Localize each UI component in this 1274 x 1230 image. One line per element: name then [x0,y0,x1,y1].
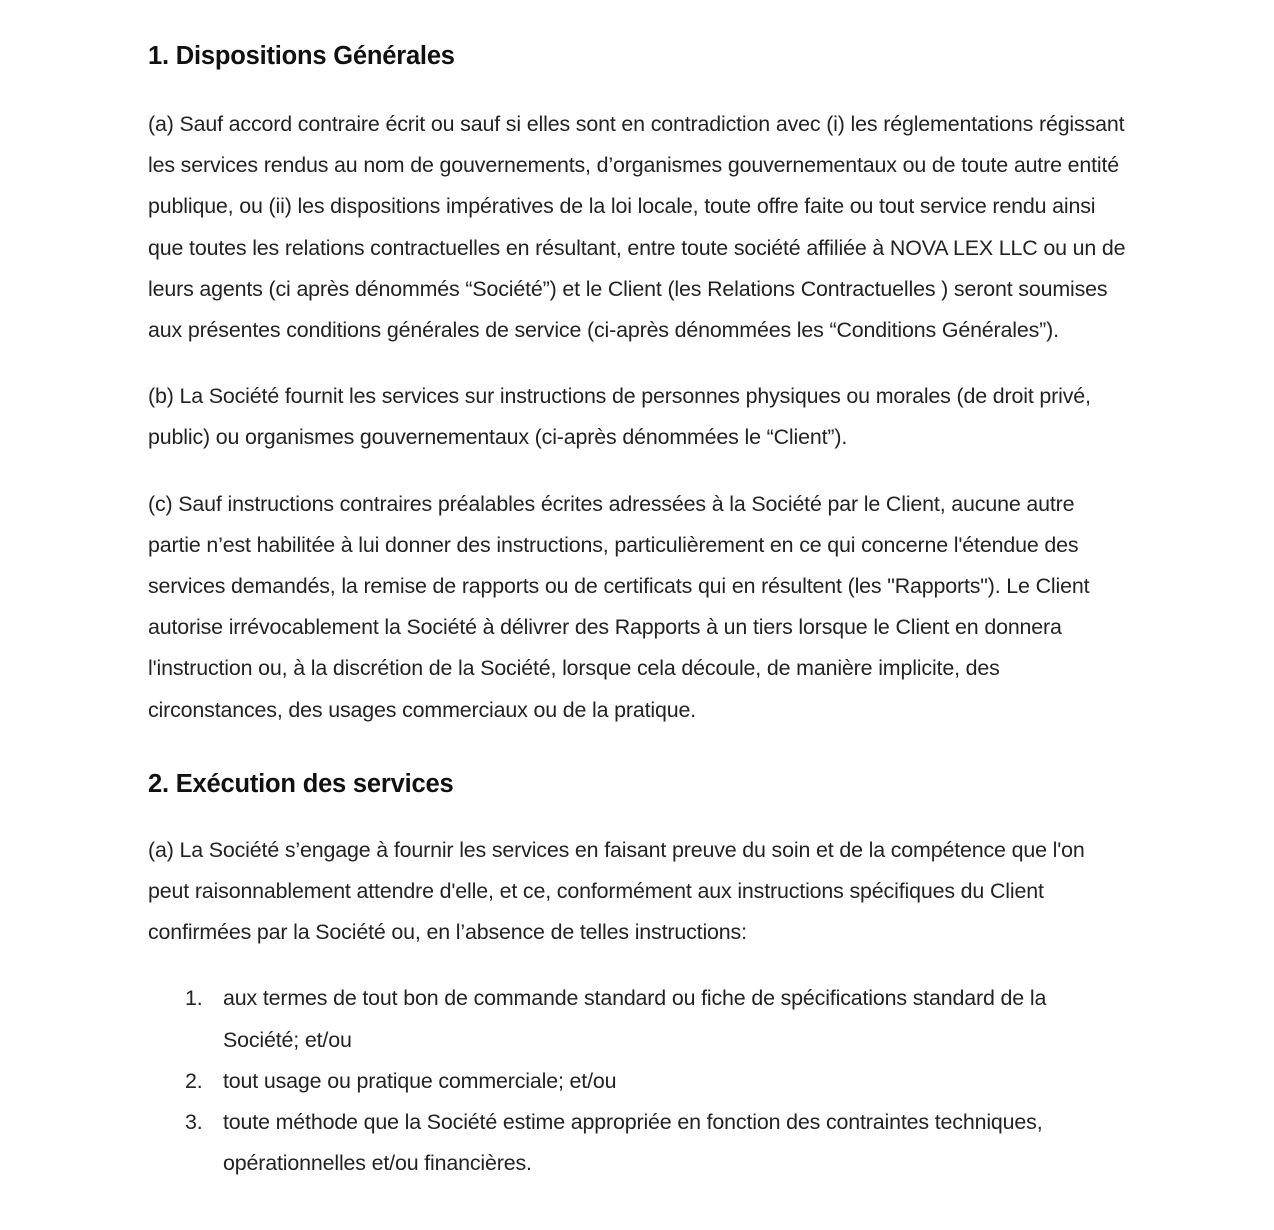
section-1-paragraph-b: (b) La Société fournit les services sur instructions de personnes physiques ou morales (de droit privé, public) ou organismes gouvernementaux (ci-après dénommées le “Client”). [148,384,1091,450]
section-2-heading: 2. Exécution des services [148,769,454,798]
list-item-number: 2. [185,1068,203,1093]
section-1-paragraph-a: (a) Sauf accord contraire écrit ou sauf si elles sont en contradiction avec (i) les réglementations régissant les services rendus au nom de gouvernements, d’organismes gouvernementaux ou de toute autre entité publique, ou (ii) les dispositions impératives de la loi locale, toute offre faite ou tout service rendu ainsi que toutes les relations contractuelles en résultant, entre toute société affiliée à NOVA LEX LLC ou un de leurs agents (ci après dénommés “Société”) et le Client (les Relations Contractuelles ) seront soumises aux présentes conditions générales de service (ci-après dénommées les “Conditions Générales”). [148,112,1126,343]
list-item [148,1102,1128,1184]
list-item [148,1061,1128,1102]
list-item-number: 3. [185,1110,203,1135]
list-item-text: aux termes de tout bon de commande standard ou fiche de spécifications standard de la Société; et/ou [223,986,1047,1052]
section-2-numbered-list [148,978,1128,1184]
section-1-heading: 1. Dispositions Générales [148,42,455,70]
list-item-text: toute méthode que la Société estime appropriée en fonction des contraintes techniques, opérationnelles et/ou financières. [223,1110,1043,1176]
list-item-number: 1. [185,986,203,1011]
section-1-paragraph-c: (c) Sauf instructions contraires préalables écrites adressées à la Société par le Client, aucune autre partie n’est habilitée à lui donner des instructions, particulièrement en ce qui concerne l'étendue des services demandés, la remise de rapports ou de certificats qui en résultent (les "Rapports"). Le Client autorise irrévocablement la Société à délivrer des Rapports à un tiers lorsque le Client en donnera l'instruction ou, à la discrétion de la Société, lorsque cela découle, de manière implicite, des circonstances, des usages commerciaux ou de la pratique. [148,491,1090,722]
list-item [148,978,1128,1060]
list-item-text: tout usage ou pratique commerciale; et/ou [223,1068,617,1093]
section-2-paragraph-a: (a) La Société s’engage à fournir les services en faisant preuve du soin et de la compétence que l'on peut raisonnablement attendre d'elle, et ce, conformément aux instructions spécifiques du Client confirmées par la Société ou, en l’absence de telles instructions: [148,837,1085,945]
document-body [148,34,1128,1184]
